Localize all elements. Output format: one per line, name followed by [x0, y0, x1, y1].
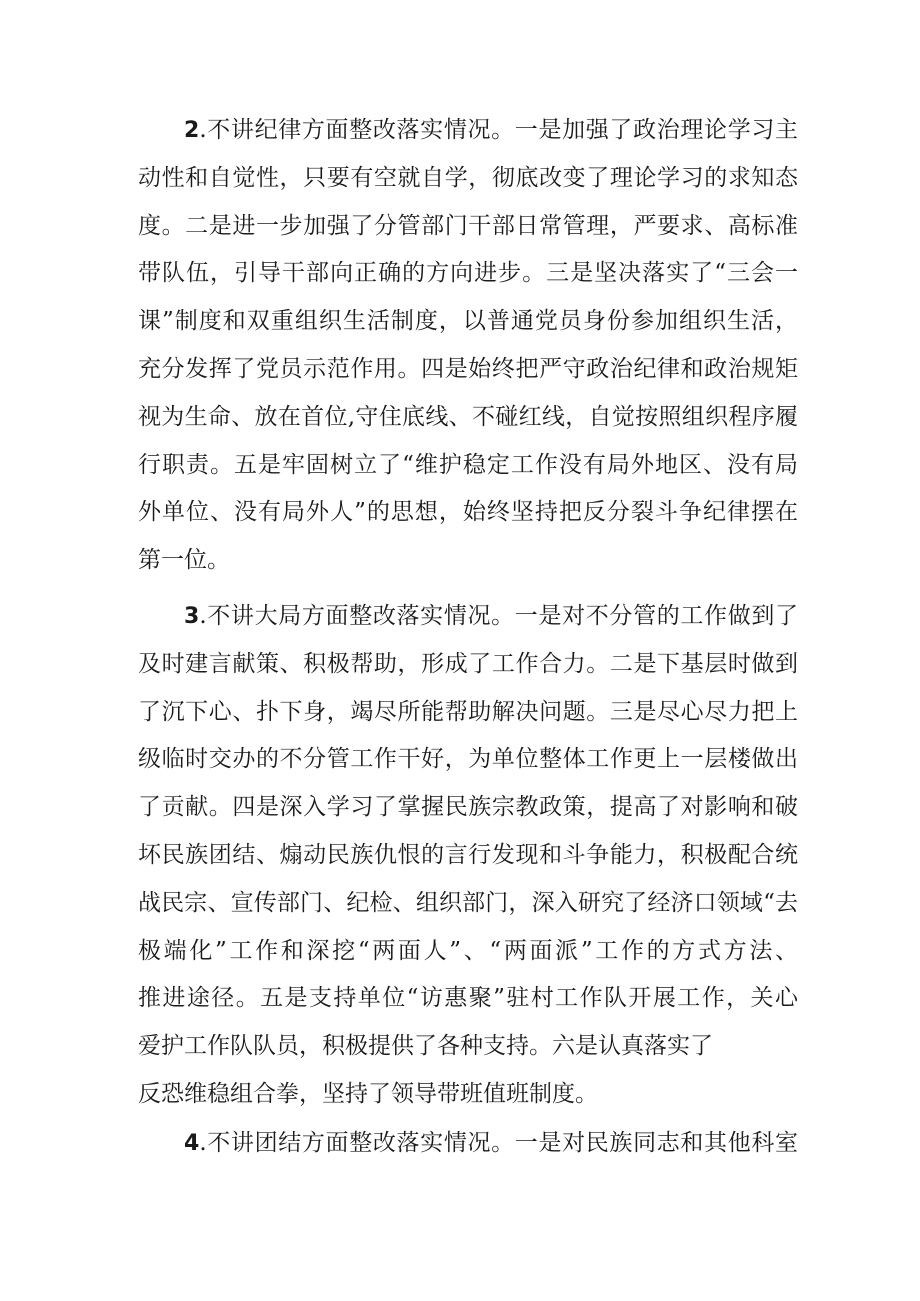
paragraph-number: 4 [184, 1131, 200, 1156]
paragraph-line: 视为生命、放在首位,守住底线、不碰红线，自觉按照组织程序履 [138, 403, 798, 430]
paragraph-line: 战民宗、宣传部门、纪检、组织部门，深入研究了经济口领域“去 [138, 889, 798, 916]
paragraph-line [138, 593, 798, 641]
paragraph-line: 第一位。 [138, 547, 230, 574]
line-text: .不讲纪律方面整改落实情况。一是加强了政治理论学习主 [199, 117, 798, 143]
paragraph-line [138, 107, 798, 155]
paragraph-line: 推进途径。五是支持单位“访惠聚”驻村工作队开展工作，关心 [138, 985, 798, 1012]
paragraph-line: 充分发挥了党员示范作用。四是始终把严守政治纪律和政治规矩 [138, 355, 798, 382]
paragraph-line: 带队伍，引导干部向正确的方向进步。三是坚决落实了“三会一 [138, 260, 798, 287]
paragraph-line: 课”制度和双重组织生活制度，以普通党员身份参加组织生活， [138, 308, 798, 335]
paragraph-line: 度。二是进一步加强了分管部门干部日常管理，严要求、高标准 [138, 212, 798, 239]
paragraph-3 [138, 593, 798, 1119]
paragraph-line: 爱护工作队队员，积极提供了各种支持。六是认真落实了 [138, 1033, 713, 1060]
line-text: .不讲大局方面整改落实情况。一是对不分管的工作做到了 [199, 603, 798, 629]
paragraph-line: 了沉下心、扑下身，竭尽所能帮助解决问题。三是尽心尽力把上 [138, 698, 798, 725]
paragraph-line [138, 1120, 798, 1168]
paragraph-number: 3 [184, 604, 200, 629]
paragraph-line: 外单位、没有局外人”的思想，始终坚持把反分裂斗争纪律摆在 [138, 499, 798, 526]
paragraph-line: 了贡献。四是深入学习了掌握民族宗教政策，提高了对影响和破 [138, 794, 798, 821]
paragraph-line: 极端化”工作和深挖“两面人”、“两面派”工作的方式方法、 [138, 937, 798, 964]
paragraph-line: 级临时交办的不分管工作干好，为单位整体工作更上一层楼做出 [138, 746, 798, 773]
paragraph-line: 坏民族团结、煽动民族仇恨的言行发现和斗争能力，积极配合统 [138, 841, 798, 868]
paragraph-line: 动性和自觉性，只要有空就自学，彻底改变了理论学习的求知态 [138, 164, 798, 191]
paragraph-2 [138, 107, 798, 585]
line-text: .不讲团结方面整改落实情况。一是对民族同志和其他科室 [199, 1130, 798, 1156]
paragraph-line: 行职责。五是牢固树立了“维护稳定工作没有局外地区、没有局 [138, 451, 798, 478]
paragraph-line: 及时建言献策、积极帮助，形成了工作合力。二是下基层时做到 [138, 650, 798, 677]
paragraph-4 [138, 1120, 798, 1168]
paragraph-number: 2 [184, 118, 200, 143]
paragraph-line: 反恐维稳组合拳，坚持了领导带班值班制度。 [138, 1080, 598, 1107]
